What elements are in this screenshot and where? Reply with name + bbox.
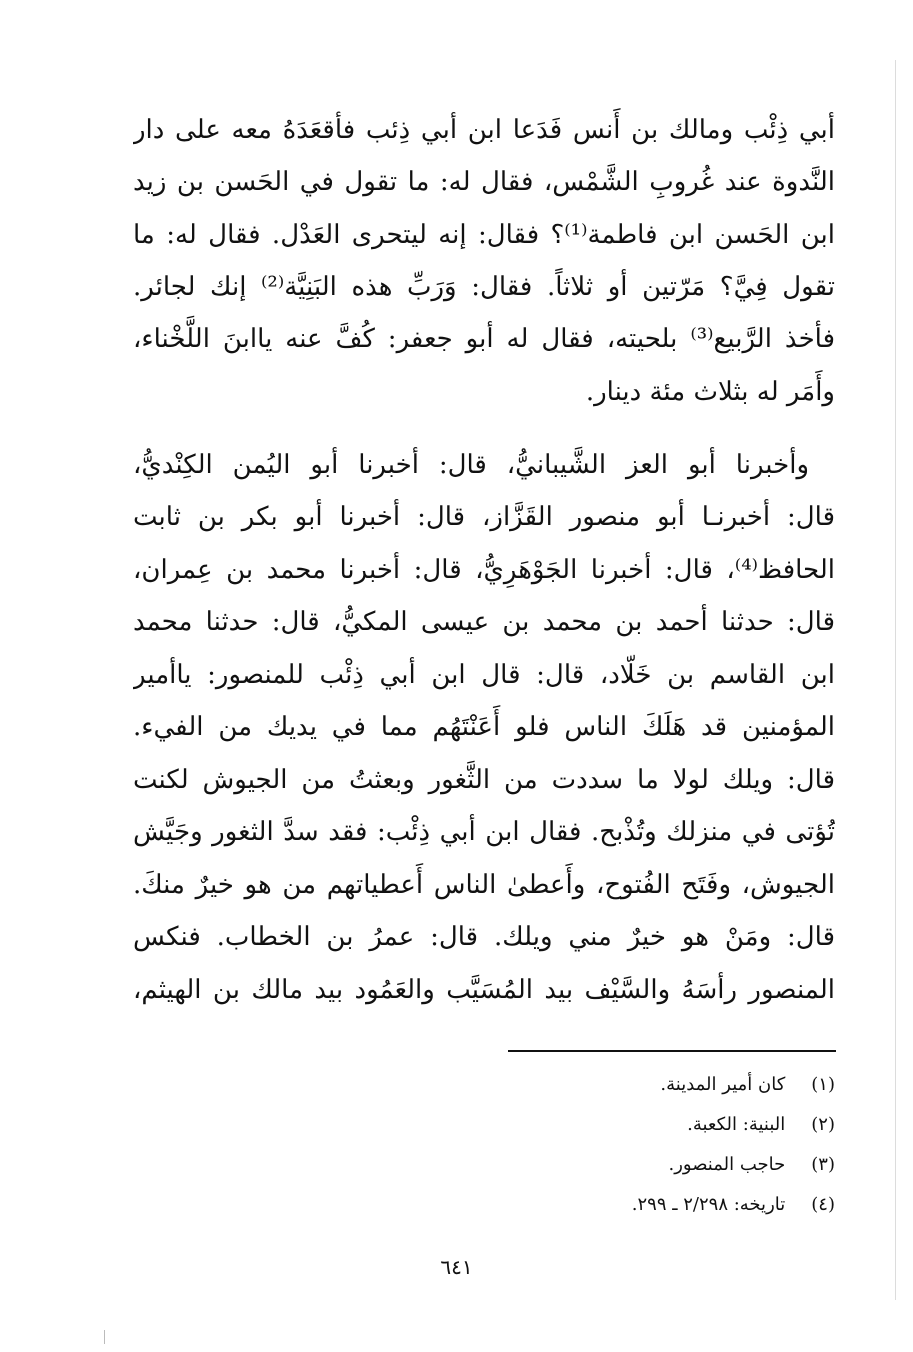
body-line: الحافظ⁽⁴⁾، قال: أخبرنا الجَوْهَرِيُّ، قال: أخبرنا محمد بن عِمران،	[133, 555, 835, 585]
footnote-number: (٣)	[811, 1154, 835, 1175]
body-line: ابن الحَسن ابن فاطمة⁽¹⁾؟ فقال: إنه ليتحرى العَدْل. فقال له: ما	[133, 220, 835, 250]
footnote-text: كان أمير المدينة.	[660, 1074, 786, 1095]
body-line: قال: ويلك لولا ما سددت من الثَّغور وبعثتُ من الجيوش لكنت	[133, 765, 835, 795]
body-line: تُؤتى في منزلك وتُذْبح. فقال ابن أبي ذِئْب: فقد سدَّ الثغور وجَيَّش	[133, 817, 835, 847]
footnote-number: (١)	[811, 1074, 835, 1095]
body-line: وأَمَر له بثلاث مئة دينار.	[585, 377, 835, 407]
footnote	[668, 1150, 835, 1180]
body-line: وأخبرنا أبو العز الشَّيبانيُّ، قال: أخبرنا أبو اليُمن الكِنْديُّ،	[133, 450, 809, 480]
body-line: قال: أخبرنـا أبو منصور القَزَّاز، قال: أخبرنا أبو بكر بن ثابت	[133, 502, 835, 532]
body-line: أبي ذِئْب ومالك بن أَنس فَدَعا ابن أبي ذِئب فأقعَدَهُ معه على دار	[133, 115, 835, 145]
footnote-text: البنية: الكعبة.	[687, 1114, 786, 1135]
footnote-number: (٢)	[811, 1114, 835, 1135]
body-line: قال: حدثنا أحمد بن محمد بن عيسى المكيُّ، قال: حدثنا محمد	[133, 607, 835, 637]
scan-edge-mark	[104, 1330, 105, 1344]
body-line: الجيوش، وفَتَح الفُتوح، وأَعطىٰ الناس أَعطياتهم من هو خيرٌ منكَ.	[133, 870, 835, 900]
footnote-text: تاريخه: ٢/٢٩٨ ـ ٢٩٩.	[631, 1194, 786, 1215]
page-number: ٦٤١	[440, 1255, 473, 1279]
footnote	[687, 1110, 835, 1140]
body-line: قال: ومَنْ هو خيرٌ مني ويلك. قال: عمرُ بن الخطاب. فنكس	[133, 922, 835, 952]
body-line: النَّدوة عند غُروبِ الشَّمْس، فقال له: ما تقول في الحَسن بن زيد	[133, 167, 835, 197]
body-line: تقول فِيَّ؟ مَرّتين أو ثلاثاً. فقال: وَرَبِّ هذه البَنِيَّة⁽²⁾ إنك لجائر.	[133, 272, 835, 302]
footnote-text: حاجب المنصور.	[668, 1154, 786, 1175]
scan-edge-line	[895, 60, 896, 1300]
body-line: ابن القاسم بن خَلّاد، قال: قال ابن أبي ذِئْب للمنصور: ياأمير	[133, 660, 835, 690]
body-line: فأخذ الرَّبيع⁽³⁾ بلحيته، فقال له أبو جعفر: كُفَّ عنه ياابنَ اللَّخْناء،	[133, 324, 835, 354]
footnote	[632, 1190, 835, 1220]
footnote-separator	[508, 1050, 836, 1052]
body-line: المؤمنين قد هَلَكَ الناس فلو أَعَنْتَهُم مما في يديك من الفيء.	[133, 712, 835, 742]
body-line: المنصور رأسَهُ والسَّيْف بيد المُسَيَّب والعَمُود بيد مالك بن الهيثم،	[133, 975, 835, 1005]
footnote	[660, 1070, 835, 1100]
footnote-number: (٤)	[811, 1194, 835, 1215]
